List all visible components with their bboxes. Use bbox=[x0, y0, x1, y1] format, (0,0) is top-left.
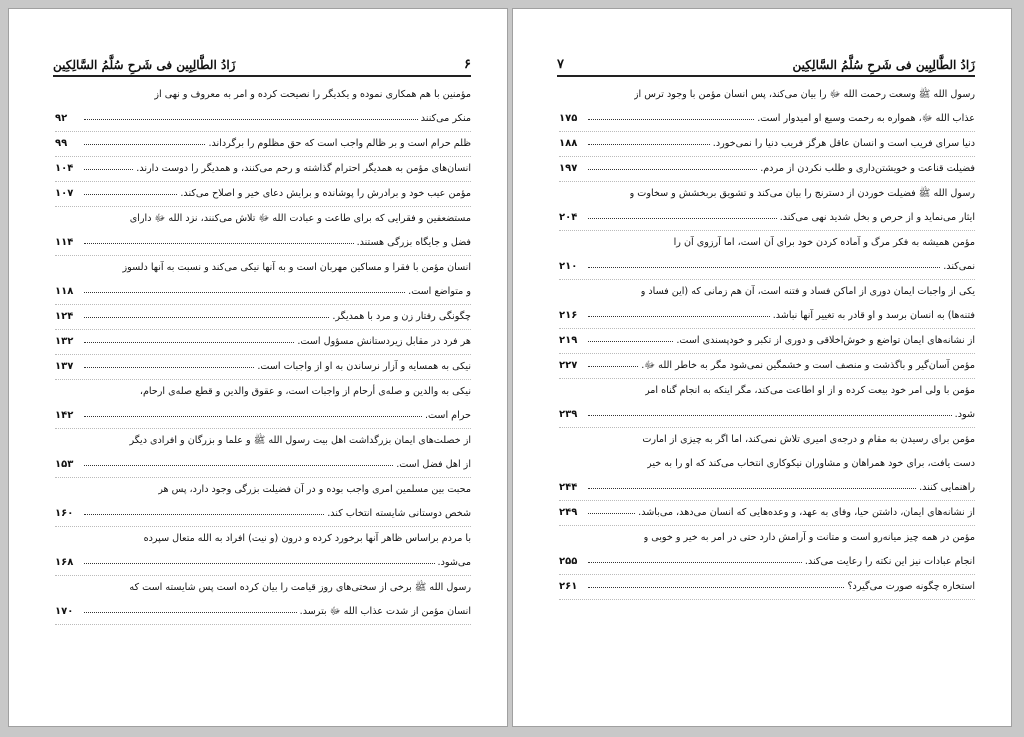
toc-entry[interactable] bbox=[55, 157, 471, 182]
toc-page-number: ۲۵۵ bbox=[559, 556, 578, 567]
toc-entry[interactable] bbox=[559, 379, 975, 428]
toc-entry-line bbox=[55, 404, 471, 428]
dot-leader bbox=[588, 118, 754, 120]
toc-entry-line bbox=[559, 379, 975, 403]
dot-leader bbox=[84, 415, 422, 417]
toc-entry-text: یکی از واجبات ایمان دوری از اماکن فساد و فتنه است، آن هم زمانی که (این فساد و bbox=[640, 286, 975, 297]
toc-page-number: ۱۷۰ bbox=[55, 606, 74, 617]
right-page-header bbox=[557, 49, 975, 77]
toc-page-number: ۱۸۸ bbox=[559, 138, 578, 149]
toc-entry-text: انسان‌های مؤمن به همدیگر احترام گذاشته و رحم می‌کنند، و همدیگر را دوست دارند. bbox=[136, 163, 471, 174]
toc-entry-line bbox=[55, 83, 471, 107]
toc-entry[interactable] bbox=[55, 429, 471, 478]
toc-entry-line bbox=[55, 107, 471, 131]
dot-leader bbox=[588, 217, 777, 219]
toc-page-number: ۲۳۹ bbox=[559, 409, 578, 420]
toc-entry-line bbox=[559, 132, 975, 156]
toc-page-number: ۱۱۸ bbox=[55, 286, 74, 297]
dot-leader bbox=[84, 118, 418, 120]
toc-entry-text: از اهل فضل است. bbox=[396, 459, 471, 470]
toc-entry-line bbox=[559, 304, 975, 328]
toc-entry-line bbox=[559, 157, 975, 181]
toc-entry-line bbox=[55, 182, 471, 206]
toc-entry-text: مؤمن آسان‌گیر و باگذشت و منصف است و خشمگین نمی‌شود مگر به خاطر الله ﷻ. bbox=[641, 360, 975, 371]
toc-page-number: ۹۲ bbox=[55, 113, 68, 124]
toc-entry-line bbox=[55, 502, 471, 526]
toc-entry[interactable] bbox=[559, 526, 975, 575]
toc-entry-line bbox=[559, 526, 975, 550]
toc-entry-line bbox=[559, 428, 975, 452]
toc-entry-line bbox=[55, 380, 471, 404]
toc-entry-line bbox=[559, 206, 975, 230]
toc-entry-text: دنیا سرای فریب است و انسان عاقل هرگز فریب دنیا را نمی‌خورد. bbox=[712, 138, 975, 149]
toc-entry-text: انسان مؤمن با فقرا و مساکین مهربان است و به آنها نیکی می‌کند و نسبت به آنها دلسوز bbox=[122, 262, 471, 273]
toc-entry-line bbox=[55, 478, 471, 502]
toc-entry-text: نمی‌کند. bbox=[943, 261, 975, 272]
right-header-title: زَادُ الطَّالِبِین فی شَرحِ سُلَّمُ السَّالِکِین bbox=[792, 58, 975, 72]
toc-entry-text: مؤمن در همه چیز میانه‌رو است و متانت و آرامش دارد حتی در امر به خیر و خوبی و bbox=[643, 532, 975, 543]
toc-entry[interactable] bbox=[559, 132, 975, 157]
toc-entry-text: عذاب الله ﷻ، همواره به رحمت وسیع او امیدوار است. bbox=[757, 113, 975, 124]
toc-entry-text: رسول الله ﷺ برخی از سختی‌های روز قیامت را بیان کرده است پس شایسته است که bbox=[129, 582, 471, 593]
toc-entry-text: از خصلت‌های ایمان بزرگداشت اهل بیت رسول الله ﷺ و علما و بزرگان و افرادی دیگر bbox=[129, 435, 471, 446]
dot-leader bbox=[84, 562, 435, 564]
toc-entry-text: منکر می‌کنند bbox=[420, 113, 471, 124]
toc-entry-text: مؤمن با ولی امر خود بیعت کرده و از او اطاعت می‌کند، مگر اینکه به انجام گناه امر bbox=[644, 385, 975, 396]
toc-entry[interactable] bbox=[559, 157, 975, 182]
left-page bbox=[8, 8, 508, 727]
toc-entry[interactable] bbox=[559, 575, 975, 600]
toc-entry-line bbox=[559, 255, 975, 279]
toc-entry[interactable] bbox=[559, 182, 975, 231]
toc-entry-line bbox=[559, 354, 975, 378]
left-header-title: زَادُ الطَّالِبِین فی شَرحِ سُلَّمُ السَّالِکِین bbox=[53, 58, 236, 72]
toc-entry[interactable] bbox=[559, 501, 975, 526]
toc-entry-line bbox=[55, 256, 471, 280]
toc-entry[interactable] bbox=[55, 182, 471, 207]
toc-entry[interactable] bbox=[55, 83, 471, 132]
dot-leader bbox=[588, 168, 757, 170]
dot-leader bbox=[588, 143, 710, 145]
toc-entry[interactable] bbox=[55, 380, 471, 429]
toc-entry[interactable] bbox=[55, 576, 471, 625]
toc-entry-line bbox=[559, 329, 975, 353]
left-page-number: ۶ bbox=[464, 57, 471, 72]
toc-entry[interactable] bbox=[559, 329, 975, 354]
toc-entry-line bbox=[55, 429, 471, 453]
dot-leader bbox=[84, 316, 329, 318]
toc-entry-text: از نشانه‌های ایمان، داشتن حیا، وفای به عهد، و وعده‌هایی که انسان می‌دهد، می‌باشد. bbox=[638, 507, 975, 518]
toc-entry-text: رسول الله ﷺ فضیلت خوردن از دسترنج را بیان می‌کند و تشویق بربخشش و سخاوت و bbox=[629, 188, 975, 199]
toc-entry[interactable] bbox=[55, 256, 471, 305]
dot-leader bbox=[84, 464, 393, 466]
toc-entry-text: فتنه‌ها) به انسان برسد و او قادر به تغییر آنها نباشد. bbox=[772, 310, 975, 321]
toc-page-number: ۱۰۷ bbox=[55, 188, 74, 199]
toc-page-number: ۱۲۴ bbox=[55, 311, 74, 322]
toc-entry-text: رسول الله ﷺ وسعت رحمت الله ﷻ را بیان می‌کند، پس انسان مؤمن با وجود ترس از bbox=[633, 89, 975, 100]
toc-page-number: ۲۴۹ bbox=[559, 507, 578, 518]
toc-entry[interactable] bbox=[55, 305, 471, 330]
toc-entry-text: ظلم حرام است و بر ظالم واجب است که حق مظلوم را برگرداند. bbox=[208, 138, 471, 149]
toc-entry-text: مستضعفین و فقرایی که برای طاعت و عبادت الله ﷻ تلاش می‌کنند، نزد الله ﷻ دارای bbox=[129, 213, 471, 224]
toc-page-number: ۲۰۴ bbox=[559, 212, 578, 223]
toc-entry-line bbox=[559, 83, 975, 107]
dot-leader bbox=[84, 366, 254, 368]
toc-page-number: ۱۳۷ bbox=[55, 361, 74, 372]
toc-entry-text: مؤمن برای رسیدن به مقام و درجه‌ی امیری تلاش نمی‌کند، اما اگر به چیزی از امارت bbox=[642, 434, 975, 445]
toc-entry-line bbox=[559, 476, 975, 500]
toc-entry-line bbox=[55, 157, 471, 181]
toc-entry-text: ایثار می‌نماید و از حرص و بخل شدید نهی می‌کند. bbox=[779, 212, 975, 223]
dot-leader bbox=[588, 414, 952, 416]
toc-entry-line bbox=[559, 550, 975, 574]
toc-entry-line bbox=[55, 231, 471, 255]
toc-entry-text: می‌شود. bbox=[437, 557, 471, 568]
toc-entry[interactable] bbox=[55, 478, 471, 527]
right-page-number: ۷ bbox=[557, 57, 564, 72]
toc-entry-text: شود. bbox=[954, 409, 975, 420]
toc-entry[interactable] bbox=[55, 330, 471, 355]
toc-page-number: ۱۴۲ bbox=[55, 410, 74, 421]
toc-entry-text: فضیلت قناعت و خویشتن‌داری و طلب نکردن از مردم. bbox=[760, 163, 975, 174]
toc-entry-text: مؤمن عیب خود و برادرش را پوشانده و برایش دعای خیر و اصلاح می‌کند. bbox=[180, 188, 471, 199]
toc-entry-text: فضل و جایگاه بزرگی هستند. bbox=[356, 237, 471, 248]
dot-leader bbox=[84, 341, 294, 343]
dot-leader bbox=[588, 365, 638, 367]
dot-leader bbox=[588, 266, 940, 268]
toc-entry-text: انجام عبادات نیز این نکته را رعایت می‌کند. bbox=[804, 556, 975, 567]
toc-entry[interactable] bbox=[55, 132, 471, 157]
toc-page-number: ۲۴۴ bbox=[559, 482, 578, 493]
dot-leader bbox=[588, 340, 673, 342]
toc-entry-line bbox=[55, 132, 471, 156]
toc-entry-text: نیکی به والدین و صله‌ی أرحام از واجبات است، و عقوق والدین و قطع صله‌ی ارحام، bbox=[139, 386, 471, 397]
toc-entry-line bbox=[55, 600, 471, 624]
toc-page-number: ۱۳۲ bbox=[55, 336, 74, 347]
toc-entry-line bbox=[55, 280, 471, 304]
toc-entry-line bbox=[559, 403, 975, 427]
dot-leader bbox=[84, 291, 405, 293]
toc-entry[interactable] bbox=[559, 83, 975, 132]
toc-entry[interactable] bbox=[559, 280, 975, 329]
toc-page-number: ۲۲۷ bbox=[559, 360, 578, 371]
toc-entry-line bbox=[559, 231, 975, 255]
toc-entry-line bbox=[559, 452, 975, 476]
toc-page-number: ۲۶۱ bbox=[559, 581, 578, 592]
dot-leader bbox=[588, 512, 635, 514]
toc-entry-line bbox=[559, 501, 975, 525]
dot-leader bbox=[84, 143, 205, 145]
toc-page-number: ۱۱۴ bbox=[55, 237, 74, 248]
toc-entry-text: شخص دوستانی شایسته انتخاب کند. bbox=[327, 508, 471, 519]
toc-entry-text: با مردم براساس ظاهر آنها برخورد کرده و درون (و نیت) افراد به الله متعال سپرده bbox=[143, 533, 471, 544]
dot-leader bbox=[588, 315, 770, 317]
toc-page-number: ۲۱۹ bbox=[559, 335, 578, 346]
left-toc-list bbox=[55, 83, 471, 625]
toc-page-number: ۱۷۵ bbox=[559, 113, 578, 124]
toc-entry-line bbox=[55, 305, 471, 329]
dot-leader bbox=[588, 586, 844, 588]
toc-entry-line bbox=[55, 576, 471, 600]
toc-entry-text: محبت بین مسلمین امری واجب بوده و در آن فضیلت بزرگی وجود دارد، پس هر bbox=[158, 484, 471, 495]
toc-page-number: ۱۶۸ bbox=[55, 557, 74, 568]
toc-entry-text: دست یافت، برای خود همراهان و مشاوران نیکوکاری انتخاب می‌کند که او را به خیر bbox=[647, 458, 975, 469]
toc-entry-text: مؤمن همیشه به فکر مرگ و آماده کردن خود برای آن است، اما آرزوی آن را bbox=[673, 237, 975, 248]
toc-page-number: ۱۶۰ bbox=[55, 508, 74, 519]
toc-page-number: ۲۱۰ bbox=[559, 261, 578, 272]
toc-entry[interactable] bbox=[55, 207, 471, 256]
toc-entry-line bbox=[55, 355, 471, 379]
toc-entry-text: استخاره چگونه صورت می‌گیرد؟ bbox=[847, 581, 975, 592]
dot-leader bbox=[84, 513, 324, 515]
toc-page-number: ۲۱۶ bbox=[559, 310, 578, 321]
toc-entry-text: از نشانه‌های ایمان تواضع و خوش‌اخلاقی و دوری از تکبر و خودپسندی است. bbox=[676, 335, 975, 346]
toc-page-number: ۱۹۷ bbox=[559, 163, 578, 174]
right-toc-list bbox=[559, 83, 975, 600]
toc-entry[interactable] bbox=[559, 354, 975, 379]
toc-entry[interactable] bbox=[559, 231, 975, 280]
right-page bbox=[512, 8, 1012, 727]
toc-entry-line bbox=[559, 280, 975, 304]
dot-leader bbox=[588, 561, 802, 563]
toc-entry-text: حرام است. bbox=[424, 410, 471, 421]
toc-entry[interactable] bbox=[559, 428, 975, 501]
toc-entry-text: انسان مؤمن از شدت عذاب الله ﷻ بترسد. bbox=[299, 606, 471, 617]
toc-entry-text: و متواضع است. bbox=[408, 286, 471, 297]
toc-entry-line bbox=[55, 207, 471, 231]
dot-leader bbox=[84, 168, 133, 170]
toc-entry-text: راهنمایی کنند. bbox=[919, 482, 975, 493]
left-page-header bbox=[53, 49, 471, 77]
dot-leader bbox=[84, 193, 177, 195]
toc-entry-line bbox=[55, 453, 471, 477]
toc-entry-line bbox=[559, 107, 975, 131]
dot-leader bbox=[588, 487, 916, 489]
toc-page-number: ۱۰۴ bbox=[55, 163, 74, 174]
dot-leader bbox=[84, 242, 354, 244]
toc-entry-text: مؤمنین با هم همکاری نموده و یکدیگر را نصیحت کرده و امر به معروف و نهی از bbox=[154, 89, 471, 100]
toc-page-number: ۱۵۳ bbox=[55, 459, 74, 470]
toc-entry-text: چگونگی رفتار زن و مرد با همدیگر. bbox=[332, 311, 471, 322]
toc-entry-text: هر فرد در مقابل زیردستانش مسؤول است. bbox=[297, 336, 471, 347]
toc-entry-line bbox=[55, 551, 471, 575]
toc-entry-text: نیکی به همسایه و آزار نرساندن به او از واجبات است. bbox=[257, 361, 471, 372]
toc-entry-line bbox=[559, 575, 975, 599]
toc-page-number: ۹۹ bbox=[55, 138, 68, 149]
toc-entry-line bbox=[55, 527, 471, 551]
toc-entry-line bbox=[55, 330, 471, 354]
toc-entry[interactable] bbox=[55, 527, 471, 576]
toc-entry-line bbox=[559, 182, 975, 206]
toc-entry[interactable] bbox=[55, 355, 471, 380]
dot-leader bbox=[84, 611, 297, 613]
